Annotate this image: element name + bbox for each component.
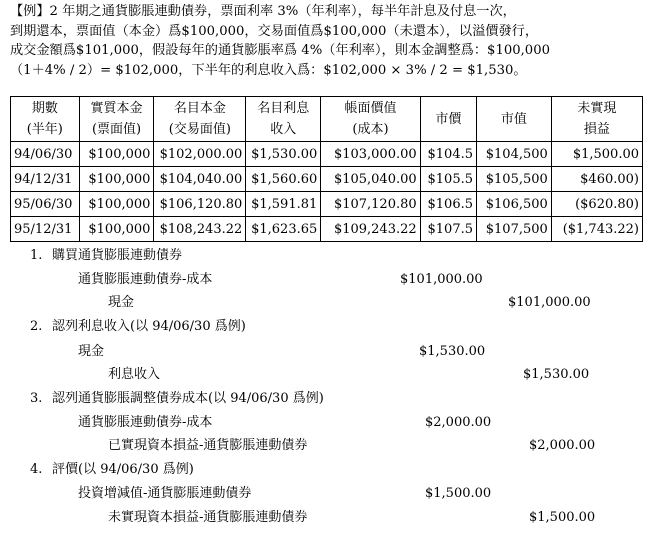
header-book-value: 帳面價值 (成本) bbox=[321, 97, 420, 142]
table-cell: $1,500.00 bbox=[551, 142, 642, 167]
table-cell: $109,243.22 bbox=[321, 217, 420, 242]
credit-amount: $2,000.00 bbox=[529, 438, 596, 453]
debit-amount: $1,530.00 bbox=[419, 344, 486, 359]
table-row bbox=[11, 217, 643, 242]
table-cell: $100,000 bbox=[79, 167, 154, 192]
debit-account: 投資增減值-通貨膨脹連動債券 bbox=[78, 486, 252, 501]
header-real-principal: 實質本金 (票面值) bbox=[79, 97, 154, 142]
table-cell: 95/12/31 bbox=[11, 217, 80, 242]
intro-paragraph bbox=[10, 2, 650, 80]
table-cell: 94/06/30 bbox=[11, 142, 80, 167]
entry-title-line bbox=[0, 460, 657, 480]
header-period: 期數 (半年) bbox=[11, 97, 80, 142]
credit-account: 已實現資本損益-通貨膨脹連動債券 bbox=[108, 438, 308, 453]
entry-number: 4. bbox=[30, 462, 43, 477]
credit-line bbox=[0, 365, 657, 385]
credit-line bbox=[0, 508, 657, 528]
credit-amount: $1,530.00 bbox=[523, 367, 590, 382]
debit-account: 通貨膨脹連動債券-成本 bbox=[78, 415, 213, 430]
table-cell: $104,040.00 bbox=[154, 167, 246, 192]
table-cell: $104.5 bbox=[420, 142, 476, 167]
debit-amount: $101,000.00 bbox=[400, 272, 483, 287]
debit-line bbox=[0, 270, 657, 290]
table-cell: $1,530.00 bbox=[246, 142, 321, 167]
header-market-value: 市值 bbox=[477, 97, 552, 142]
table-cell: $100,000 bbox=[79, 217, 154, 242]
table-row bbox=[11, 167, 643, 192]
debit-line bbox=[0, 413, 657, 433]
debit-amount: $1,500.00 bbox=[425, 486, 492, 501]
table-cell: $106.5 bbox=[420, 192, 476, 217]
table-cell: $105,500 bbox=[477, 167, 552, 192]
debit-line bbox=[0, 342, 657, 362]
table-cell: $103,000.00 bbox=[321, 142, 420, 167]
table-cell: $1,560.60 bbox=[246, 167, 321, 192]
table-cell: $104,500 bbox=[477, 142, 552, 167]
credit-amount: $101,000.00 bbox=[508, 295, 591, 310]
table-row bbox=[11, 142, 643, 167]
table-cell: $100,000 bbox=[79, 142, 154, 167]
debit-amount: $2,000.00 bbox=[425, 415, 492, 430]
debit-account: 現金 bbox=[78, 344, 105, 359]
intro-line: 成交金額爲$101,000，假設每年的通貨膨脹率爲 4%（年利率），則本金調整爲：$100,000 bbox=[10, 43, 550, 58]
table-cell: $1,591.81 bbox=[246, 192, 321, 217]
credit-account: 現金 bbox=[108, 295, 135, 310]
entry-title: 認列利息收入(以 94/06/30 爲例) bbox=[52, 319, 246, 334]
header-nominal-principal: 名目本金 (交易面值) bbox=[154, 97, 246, 142]
table-cell: $105,040.00 bbox=[321, 167, 420, 192]
entry-title: 認列通貨膨脹調整債券成本(以 94/06/30 爲例) bbox=[52, 391, 324, 406]
entry-title: 評價(以 94/06/30 爲例) bbox=[52, 462, 194, 477]
bond-schedule-table bbox=[10, 96, 643, 242]
table-cell: $107,500 bbox=[477, 217, 552, 242]
table-cell: $100,000 bbox=[79, 192, 154, 217]
header-market-price: 市價 bbox=[420, 97, 476, 142]
table-cell: $102,000.00 bbox=[154, 142, 246, 167]
table-cell: $108,243.22 bbox=[154, 217, 246, 242]
credit-amount: $1,500.00 bbox=[529, 510, 596, 525]
table-header-row bbox=[11, 97, 643, 142]
table-cell: ($1,743.22) bbox=[551, 217, 642, 242]
debit-line bbox=[0, 484, 657, 504]
credit-line bbox=[0, 293, 657, 313]
table-cell: $1,623.65 bbox=[246, 217, 321, 242]
credit-account: 未實現資本損益-通貨膨脹連動債券 bbox=[108, 510, 308, 525]
entry-title: 購買通貨膨脹連動債券 bbox=[52, 248, 183, 263]
table-cell: ($620.80) bbox=[551, 192, 642, 217]
intro-line: 到期還本，票面值（本金）爲$100,000，交易面值爲$100,000（未還本），以溢價發行， bbox=[10, 23, 539, 39]
intro-line: （1＋4% / 2）= $102,000，下半年的利息收入爲：$102,000 × 3% / 2 = $1,530。 bbox=[10, 62, 527, 78]
table-cell: $107,120.80 bbox=[321, 192, 420, 217]
entry-number: 1. bbox=[30, 248, 43, 263]
table-cell: $107.5 bbox=[420, 217, 476, 242]
entry-title-line bbox=[0, 389, 657, 409]
header-nominal-interest: 名目利息 收入 bbox=[246, 97, 321, 142]
entry-title-line bbox=[0, 317, 657, 337]
header-unrealized-gain: 未實現 損益 bbox=[551, 97, 642, 142]
entry-number: 3. bbox=[30, 391, 43, 406]
entry-title-line bbox=[0, 246, 657, 266]
intro-line: 【例】2 年期之通貨膨脹連動債券，票面利率 3%（年利率），每半年計息及付息一次， bbox=[10, 4, 516, 19]
table-cell: $106,120.80 bbox=[154, 192, 246, 217]
credit-line bbox=[0, 436, 657, 456]
table-cell: 94/12/31 bbox=[11, 167, 80, 192]
table-row bbox=[11, 192, 643, 217]
debit-account: 通貨膨脹連動債券-成本 bbox=[78, 272, 213, 287]
table-cell: $105.5 bbox=[420, 167, 476, 192]
entry-number: 2. bbox=[30, 319, 43, 334]
table-cell: $460.00) bbox=[551, 167, 642, 192]
credit-account: 利息收入 bbox=[108, 367, 161, 382]
table-cell: 95/06/30 bbox=[11, 192, 80, 217]
table-cell: $106,500 bbox=[477, 192, 552, 217]
